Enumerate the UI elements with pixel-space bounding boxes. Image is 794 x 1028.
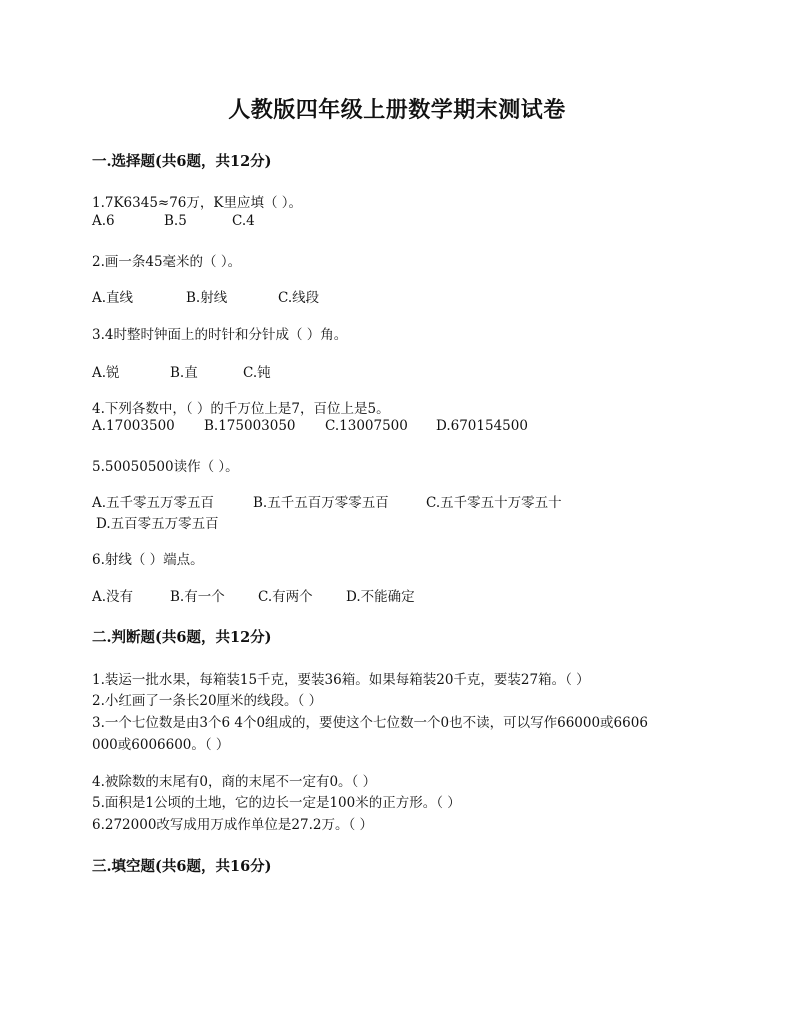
question-text: 1.7K6345≈76万，K里应填（ ）。 — [92, 195, 303, 211]
option-b: B.射线 — [186, 290, 228, 306]
option-b: B.5 — [164, 213, 187, 229]
option-a: A.6 — [92, 213, 115, 229]
option-a: A.直线 — [92, 290, 134, 306]
option-c: C.4 — [232, 213, 255, 229]
section-heading-judge: 二.判断题(共6题，共12分) — [92, 629, 272, 646]
option-d: D.不能确定 — [346, 589, 415, 605]
question-text: 6.射线（ ）端点。 — [92, 552, 204, 568]
question-text: 4.下列各数中，（ ）的千万位上是7，百位上是5。 — [92, 401, 390, 417]
option-b: B.175003050 — [204, 418, 296, 434]
option-a: A.17003500 — [92, 418, 175, 434]
option-c: C.五千零五十万零五十 — [426, 495, 562, 511]
section-heading-choice: 一.选择题(共6题，共12分) — [92, 153, 272, 170]
option-c: C.有两个 — [258, 589, 313, 605]
option-a: A.五千零五万零五百 — [92, 495, 215, 511]
statement-text: 000或6006600。（ ） — [92, 737, 230, 753]
question-text: 3.4时整时钟面上的时针和分针成（ ）角。 — [92, 327, 348, 343]
question-text: 5.50050500读作（ ）。 — [92, 459, 239, 475]
option-b: B.直 — [170, 365, 198, 381]
statement-text: 2.小红画了一条长20厘米的线段。（ ） — [92, 693, 323, 709]
section-heading-fill: 三.填空题(共6题，共16分) — [92, 858, 272, 875]
statement-text: 3.一个七位数是由3个6 4个0组成的，要使这个七位数一个0也不读，可以写作66000或6606 — [92, 715, 648, 731]
statement-text: 5.面积是1公顷的土地，它的边长一定是100米的正方形。（ ） — [92, 795, 461, 811]
option-a: A.没有 — [92, 589, 134, 605]
option-c: C.线段 — [278, 290, 320, 306]
option-c: C.13007500 — [325, 418, 408, 434]
question-text: 2.画一条45毫米的（ ）。 — [92, 254, 242, 270]
statement-text: 6.272000改写成用万成作单位是27.2万。（ ） — [92, 817, 374, 833]
statement-text: 4.被除数的末尾有0，商的末尾不一定有0。（ ） — [92, 774, 377, 790]
option-b: B.有一个 — [170, 589, 225, 605]
option-a: A.锐 — [92, 365, 120, 381]
option-c: C.钝 — [243, 365, 271, 381]
option-d: D.五百零五万零五百 — [96, 516, 219, 532]
page-title: 人教版四年级上册数学期末测试卷 — [228, 97, 566, 123]
option-b: B.五千五百万零零五百 — [253, 495, 389, 511]
statement-text: 1.装运一批水果，每箱装15千克，要装36箱。如果每箱装20千克，要装27箱。（ ） — [92, 672, 590, 688]
option-d: D.670154500 — [436, 418, 528, 434]
